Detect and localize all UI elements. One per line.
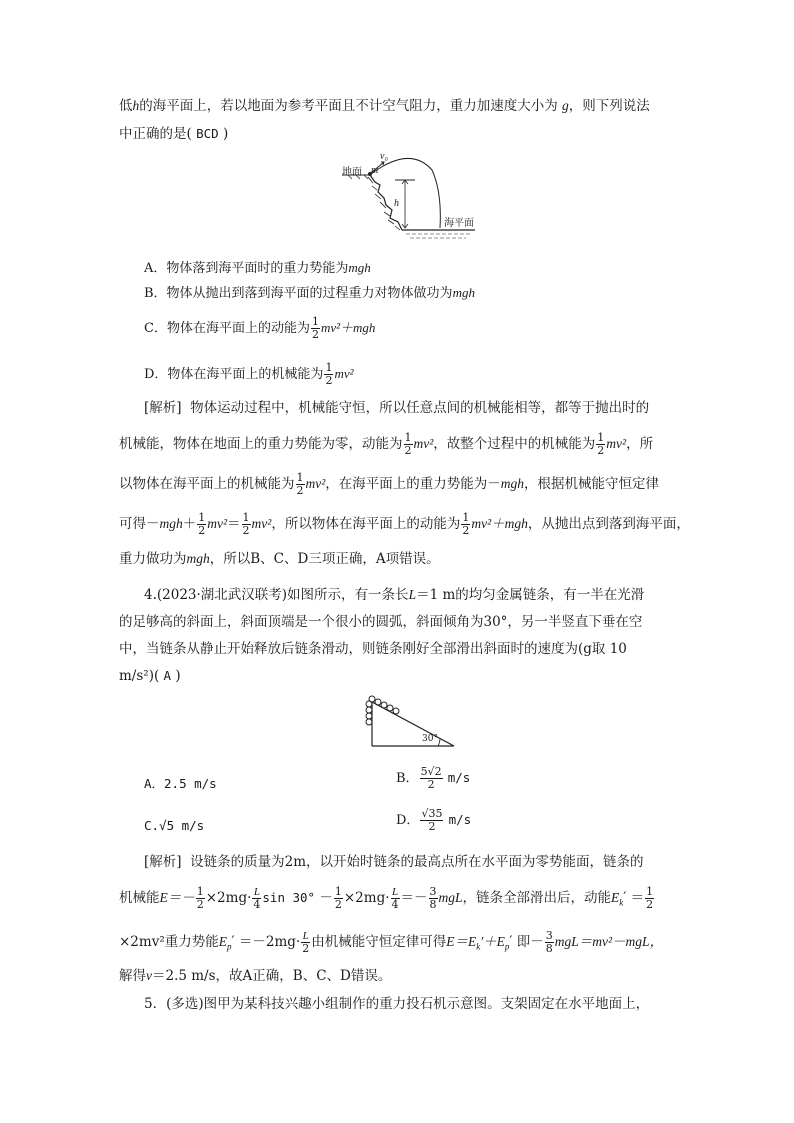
- q4-stem-line1: 4.(2023·湖北武汉联考)如图所示，有一条长L＝1 m的均匀金属链条，有一半在光滑: [144, 587, 645, 603]
- fraction-half: $\frac{1}{2}$: [462, 511, 470, 537]
- fraction-half: $\frac{1}{2}$: [404, 431, 412, 457]
- fraction-half: $\frac{1}{2}$: [196, 885, 204, 911]
- q3-analysis-line1: [解析] 物体运动过程中，机械能守恒，所以任意点间的机械能相等，都等于抛出时的: [144, 400, 650, 416]
- fraction-5root2-over-2: $\frac{5√2}{2}$: [420, 765, 442, 791]
- q4-stem-line4: m/s²)( A ): [119, 668, 181, 684]
- fraction-half: $\frac{1}{2}$: [597, 431, 605, 457]
- q4-option-b: B． $\frac{5√2}{2}$ m/s: [396, 765, 471, 791]
- q4-stem-line3: 中，当链条从静止开始释放后链条滑动，则链条刚好全部滑出斜面时的速度为(g取 10: [119, 641, 627, 657]
- q4-incline-figure: [360, 690, 460, 748]
- fraction-l-over-4: $\frac{L}{4}$: [253, 886, 261, 911]
- fraction-l-over-2: $\frac{L}{2}$: [302, 930, 310, 955]
- fraction-half: $\frac{1}{2}$: [334, 885, 342, 911]
- q4-option-c: C.√5 m/s: [144, 818, 205, 833]
- q3-option-c: C．物体在海平面上的动能为 $\frac{1}{2}$ mv²＋mgh: [144, 315, 376, 341]
- q4-answer: A: [163, 668, 172, 683]
- q3-mass-label: m: [371, 165, 379, 176]
- q3-option-d: D．物体在海平面上的机械能为 $\frac{1}{2}$ mv²: [144, 361, 354, 387]
- q5-stem-line1: 5．(多选)图甲为某科技兴趣小组制作的重力投石机示意图。支架固定在水平地面上，: [144, 996, 650, 1012]
- fraction-half: $\frac{1}{2}$: [296, 471, 304, 497]
- q3-analysis-line4: 可得－mgh＋ $\frac{1}{2}$ mv²＝ $\frac{1}{2}$ mv²，所以物体在海平面上的动能为 $\frac{1}{2}$ mv²＋mgh，从抛出点到落到海平面，: [119, 511, 690, 537]
- q3-sea-label: 海平面: [444, 218, 474, 229]
- q4-stem-line2: 的足够高的斜面上，斜面顶端是一个很小的圆弧，斜面倾角为30°，另一半竖直下垂在空: [119, 614, 643, 630]
- analysis-tag: [解析]: [144, 400, 182, 416]
- q3-height-label: h: [394, 198, 399, 209]
- q4-analysis-line4: 解得v＝2.5 m/s，故A正确，B、C、D错误。: [119, 968, 392, 984]
- q3-stem-line1: 低h的海平面上，若以地面为参考平面且不计空气阻力，重力加速度大小为 g，则下列说法: [119, 98, 650, 114]
- fraction-half: $\frac{1}{2}$: [646, 885, 654, 911]
- q3-option-b: B．物体从抛出到落到海平面的过程重力对物体做功为mgh: [144, 285, 475, 301]
- fraction-half: $\frac{1}{2}$: [242, 511, 250, 537]
- fraction-l-over-4: $\frac{L}{4}$: [391, 886, 399, 911]
- fraction-3-over-8: $\frac{3}{8}$: [545, 929, 553, 955]
- q4-analysis-line2: 机械能E＝－ $\frac{1}{2}$ ×2mg· $\frac{L}{4}$ sin 30° － $\frac{1}{2}$ ×2mg· $\frac{L}{4}$ ＝－ $\frac{3}{8}$ mgL，链条全部滑出后，动能$E_k'$ ＝ $\frac{1}{2}$: [119, 885, 654, 911]
- q3-cliff-svg: [340, 150, 500, 245]
- fraction-root35-over-2: $\frac{√35}{2}$: [421, 807, 443, 833]
- fraction-half: $\frac{1}{2}$: [325, 361, 333, 387]
- q3-option-a: A．物体落到海平面时的重力势能为mgh: [144, 260, 371, 276]
- analysis-tag: [解析]: [144, 854, 182, 870]
- fraction-half: $\frac{1}{2}$: [198, 511, 206, 537]
- q4-angle-label: 30°: [422, 734, 438, 744]
- q4-option-a: A．2.5 m/s: [144, 776, 217, 791]
- q3-analysis-line2: 机械能，物体在地面上的重力势能为零，动能为 $\frac{1}{2}$ mv²，故整个过程中的机械能为 $\frac{1}{2}$ mv²，所: [119, 431, 654, 457]
- q4-analysis-line1: [解析] 设链条的质量为2m，以开始时链条的最高点所在水平面为零势能面，链条的: [144, 854, 644, 870]
- fraction-half: $\frac{1}{2}$: [311, 315, 319, 341]
- q4-incline-svg: [360, 690, 460, 748]
- q3-analysis-line5: 重力做功为mgh，所以B、C、D三项正确，A项错误。: [119, 551, 440, 567]
- q4-option-d: D． $\frac{√35}{2}$ m/s: [396, 807, 472, 833]
- q3-answer: BCD: [196, 126, 219, 141]
- q3-cliff-figure: [340, 150, 500, 245]
- q3-analysis-line3: 以物体在海平面上的机械能为 $\frac{1}{2}$ mv²，在海平面上的重力势能为－mgh，根据机械能守恒定律: [119, 471, 660, 497]
- q4-analysis-line3: ×2mv²重力势能$E_p' =-2mg\cdot$ $\frac{L}{2}$ 由机械能守恒定律可得$E=E_k'+E_p'$ 即－ $\frac{3}{8}$ mgL＝mv²－mgL，: [119, 929, 664, 955]
- fraction-3-over-8: $\frac{3}{8}$: [429, 885, 437, 911]
- q3-ground-label: 地面: [342, 167, 362, 178]
- q3-v0-label: v₀: [380, 151, 388, 162]
- q3-stem-line2: 中正确的是( BCD ): [119, 126, 229, 142]
